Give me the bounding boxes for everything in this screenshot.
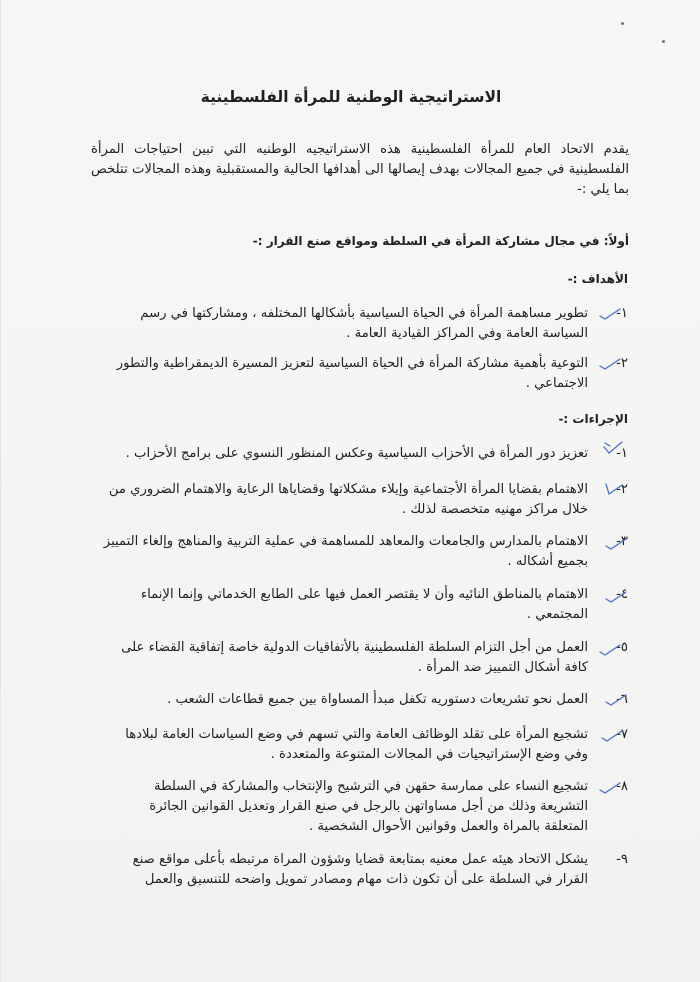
procedure-item: [68, 532, 628, 572]
procedure-text: الاهتمام بالمناطق النائيه وأن لا يقتصر العمل فيها على الطابع الخدماتي وإنما الإنماء المجتمعي .: [140, 587, 588, 622]
procedure-text: يشكل الاتحاد هيئه عمل معنيه بمتابعة قضايا وشؤون المراة مرتبطه بأعلى مواقع صنع القرار في السلطة على أن تكون ذات مهام ومصادر تمويل واضحه للتنسيق والعمل: [132, 852, 588, 887]
paper-speck: [662, 40, 665, 43]
procedure-text: تشجيع المرأة على تقلد الوظائف العامة والتي تسهم في وضع السياسات العامة لبلادها وفي وضع الإستراتيجيات في المجالات المتنوعة والمتعددة .: [125, 727, 588, 762]
check-mark-icon: [601, 728, 623, 742]
procedure-item: [68, 444, 628, 464]
intro-paragraph: يقدم الاتحاد العام للمرأة الفلسطينية هذه الاستراتيجيه الوطنيه التي تبين احتياجات المرأة الفلسطينية في جميع المجالات بهدف إيصالها الى أهدافها الحالية والمستقبلية وهذه المجالات تتلخص بما يلي :-: [91, 142, 629, 197]
goals-heading: الأهداف :-: [567, 272, 628, 286]
procedure-number: ٣-: [616, 534, 628, 549]
procedure-number: ١-: [616, 446, 628, 461]
check-mark-icon: [603, 480, 625, 494]
section-title: في مجال مشاركة المرأة في السلطة ومواقع صنع القرار :-: [252, 234, 600, 248]
procedure-number: ٩-: [616, 852, 628, 867]
procedure-item: [68, 638, 628, 678]
goal-text: تطوير مساهمة المرأة في الحياة السياسية بأشكالها المختلفه ، ومشاركتها في رسم السياسة العامة وفي المراكز القيادية العامة .: [140, 306, 588, 341]
procedure-number: ٦-: [616, 692, 628, 707]
goal-item: [68, 304, 628, 344]
procedure-number: ٢-: [616, 482, 628, 497]
section-heading: [111, 234, 629, 248]
procedure-number: ٥-: [616, 640, 628, 655]
procedure-number: ٨-: [616, 779, 628, 794]
procedure-number: ٤-: [616, 587, 628, 602]
procedure-text: تشجيع النساء على ممارسة حقهن في الترشيح والإنتخاب والمشاركة في السلطة التشريعة وذلك من أجل مساواتهن بالرجل في صنع القرار وتعديل القوانين الجائرة المتعلقة بالمراة والعمل وقوانين الأحوال الشخصية .: [149, 779, 588, 834]
goal-text: التوعية بأهمية مشاركة المرأة في الحياة السياسية لتعزيز المسيرة الديمقراطية والتطور الاجتماعي .: [116, 356, 588, 391]
goal-number: ٢-: [616, 356, 628, 371]
procedures-heading: الإجراءات :-: [558, 412, 628, 426]
check-mark-icon: [599, 780, 621, 794]
goal-item: [68, 354, 628, 394]
procedure-item: [68, 777, 628, 837]
check-mark-icon: [605, 692, 627, 706]
procedure-item: [68, 585, 628, 625]
procedure-item: [68, 725, 628, 765]
goal-number: ١-: [616, 306, 628, 321]
procedure-text: تعزيز دور المرأة في الأحزاب السياسية وعكس المنظور النسوي على برامج الأحزاب .: [125, 446, 588, 461]
check-mark-icon: [605, 589, 627, 603]
procedure-item: [68, 480, 628, 520]
check-mark-icon: [605, 536, 627, 550]
procedure-text: الاهتمام بقضايا المرأة الأجتماعية وإيلاء مشكلاتها وقضاياها الرعاية والاهتمام الضروري من خلال مراكز مهنيه متخصصة لذلك .: [108, 482, 588, 517]
check-mark-icon: [599, 642, 621, 656]
procedure-item: [68, 690, 628, 710]
procedure-item: [68, 850, 628, 890]
section-number: أولاً:: [603, 234, 629, 248]
paper-speck: [621, 22, 624, 25]
procedure-text: الاهتمام بالمدارس والجامعات والمعاهد للمساهمة في عملية التربية والمناهج وإلغاء التمييز بجميع أشكاله .: [103, 534, 588, 569]
document-title: الاستراتيجية الوطنية للمرأة الفلسطينية: [200, 88, 502, 106]
procedure-number: ٧-: [616, 727, 628, 742]
procedure-text: العمل من أجل التزام السلطة الفلسطينية بالأتفاقيات الدولية خاصة إتفاقية القضاء على كافة أشكال التمييز ضد المرأة .: [121, 640, 588, 675]
check-mark-icon: [599, 306, 621, 320]
check-mark-icon: [599, 356, 621, 370]
procedure-text: العمل نحو تشريعات دستوريه تكفل مبدأ المساواة بين جميع قطاعات الشعب .: [167, 692, 588, 707]
check-mark-icon: [602, 440, 624, 454]
